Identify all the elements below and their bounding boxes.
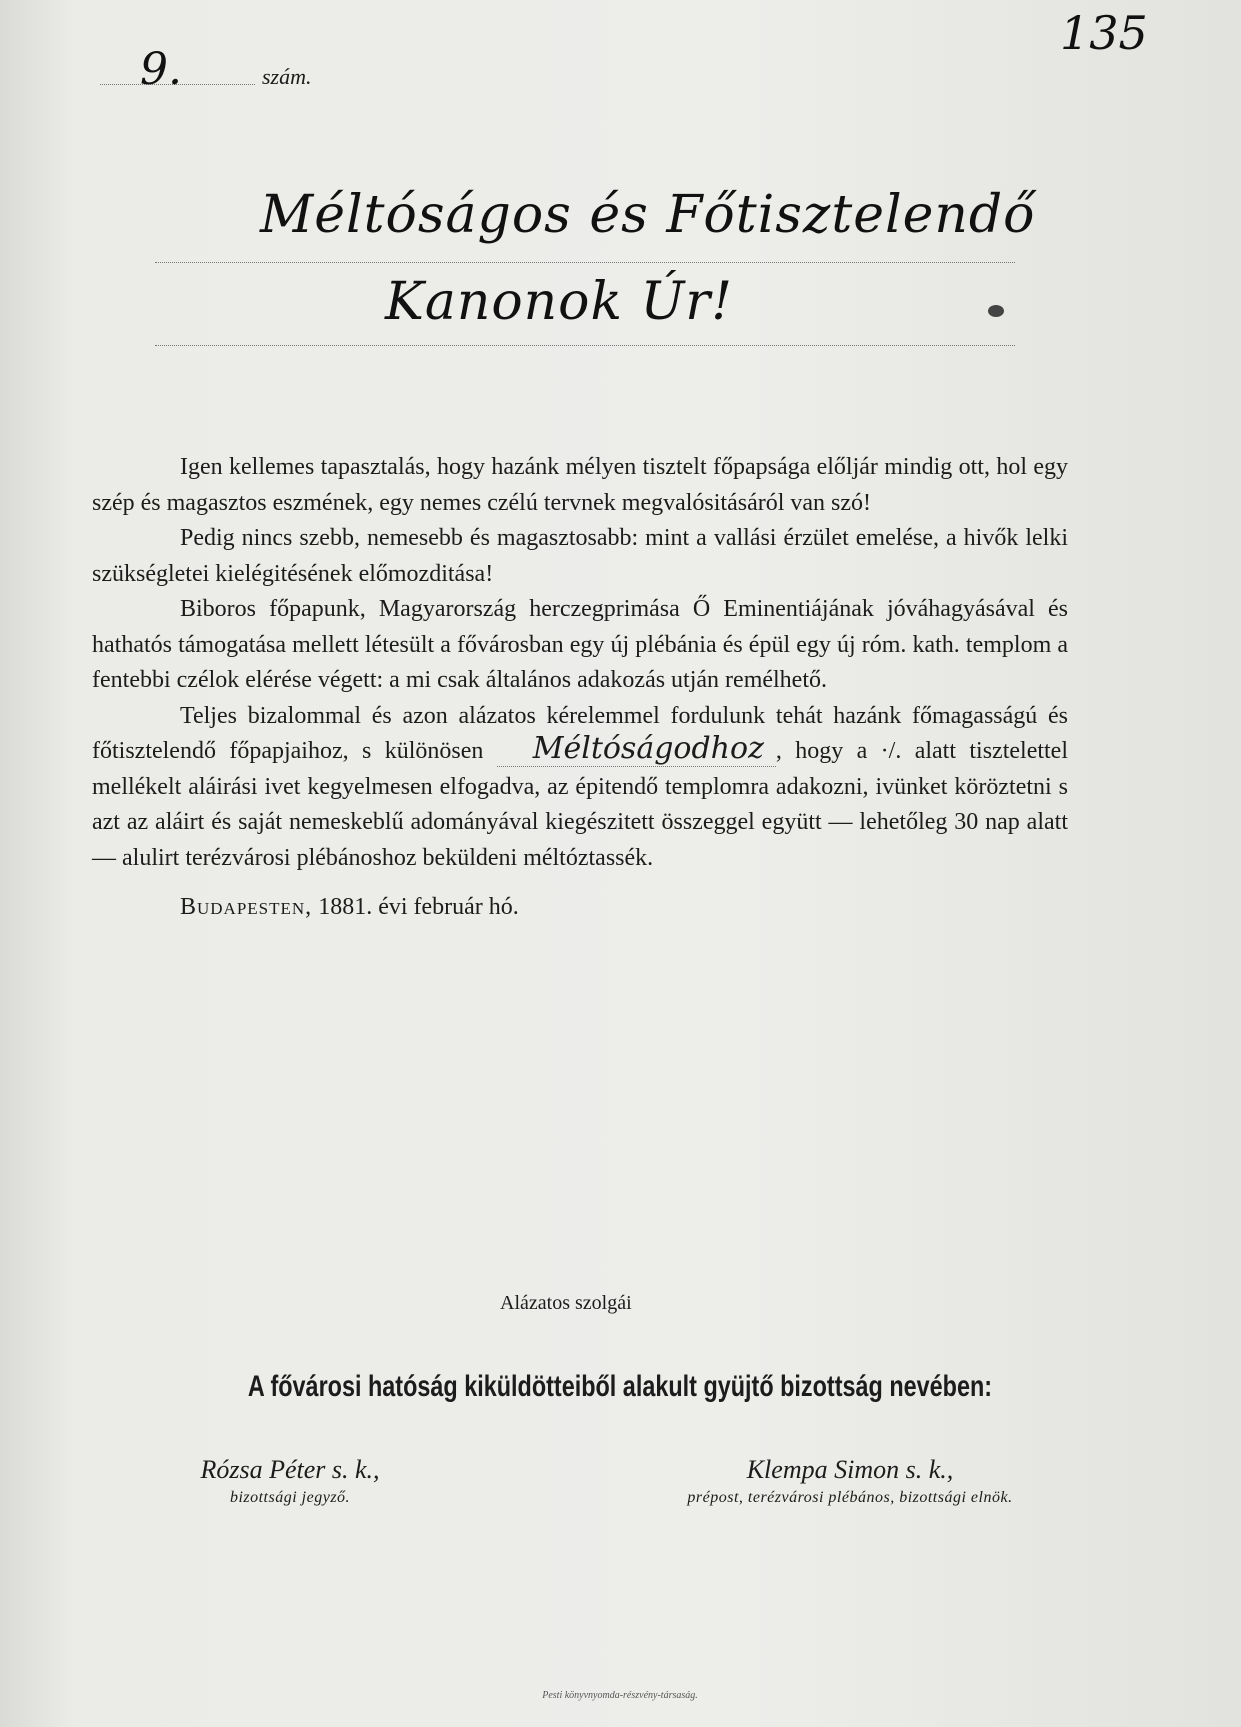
date-line — [92, 890, 1068, 926]
closing-servants: Alázatos szolgái — [500, 1292, 632, 1314]
paragraph-3: Biboros főpapunk, Magyarország herczegprimása Ő Eminentiájának jóváhagyásával és hathatós támogatása mellett létesült a fővárosban egy új plébánia és épül egy új róm. kath. templom a fentebbi czélok elérése végett: a mi csak általános adakozás utján remélhető. — [92, 596, 1068, 693]
signature-right-role: prépost, terézvárosi plébános, bizottsági elnök. — [687, 1489, 1013, 1506]
date-text: 1881. évi február hó. — [318, 894, 519, 920]
number-label: szám. — [262, 64, 312, 89]
signature-right — [610, 1455, 1090, 1507]
salutation-line-2: Kanonok Úr! — [385, 272, 734, 332]
committee-heading: A fővárosi hatóság kiküldötteiből alakult gyüjtő bizottság nevében: — [247, 1370, 993, 1403]
salutation-line-1: Méltóságos és Főtisztelendő — [260, 185, 1036, 245]
printer-imprint: Pesti könyvnyomda-részvény-társaság. — [542, 1690, 698, 1701]
paragraph-4-end: , hogy a ·/. alatt tisztelettel mellékelt aláirási ivet kegyelmesen elfogadva, az épitendő templomra adakozni, ivünket köröztetni s azt az aláirt és saját nemeskeblű adományával kiegészitett összeggel együtt — lehetőleg 30 nap alatt — alulirt terézvárosi plébánoshoz beküldeni méltóztassék. — [92, 738, 1068, 871]
paragraph-4 — [92, 699, 1068, 877]
date-city: Budapesten, — [180, 894, 313, 920]
handwritten-addressee: Méltóságodhoz — [497, 731, 776, 767]
signature-left-role: bizottsági jegyző. — [229, 1489, 351, 1506]
signature-right-name: Klempa Simon s. k., — [746, 1455, 954, 1484]
document-number: 9. — [140, 44, 182, 95]
salutation-line-1-rule — [155, 262, 1015, 263]
signature-left — [140, 1455, 440, 1507]
letter-body — [92, 450, 1068, 926]
paragraph-4-start: Teljes bizalommal és azon alázatos kérelemmel fordulunk tehát hazánk főmagasságú és főtisztelendő főpapjaihoz, s különösen — [92, 702, 1068, 764]
salutation-line-2-rule — [155, 345, 1015, 346]
paragraph-2: Pedig nincs szebb, nemesebb és magasztosabb: mint a vallási érzület emelése, a hivők lelki szükségletei kielégitésének előmozditása! — [92, 525, 1068, 587]
paragraph-1: Igen kellemes tapasztalás, hogy hazánk mélyen tisztelt főpapsága előljár mindig ott, hol egy szép és magasztos eszmének, egy nemes czélú tervnek megvalósitásáról van szó! — [92, 454, 1068, 516]
signature-left-name: Rózsa Péter s. k., — [200, 1455, 380, 1484]
ink-blot — [988, 305, 1004, 317]
archive-number: 135 — [1060, 6, 1148, 60]
